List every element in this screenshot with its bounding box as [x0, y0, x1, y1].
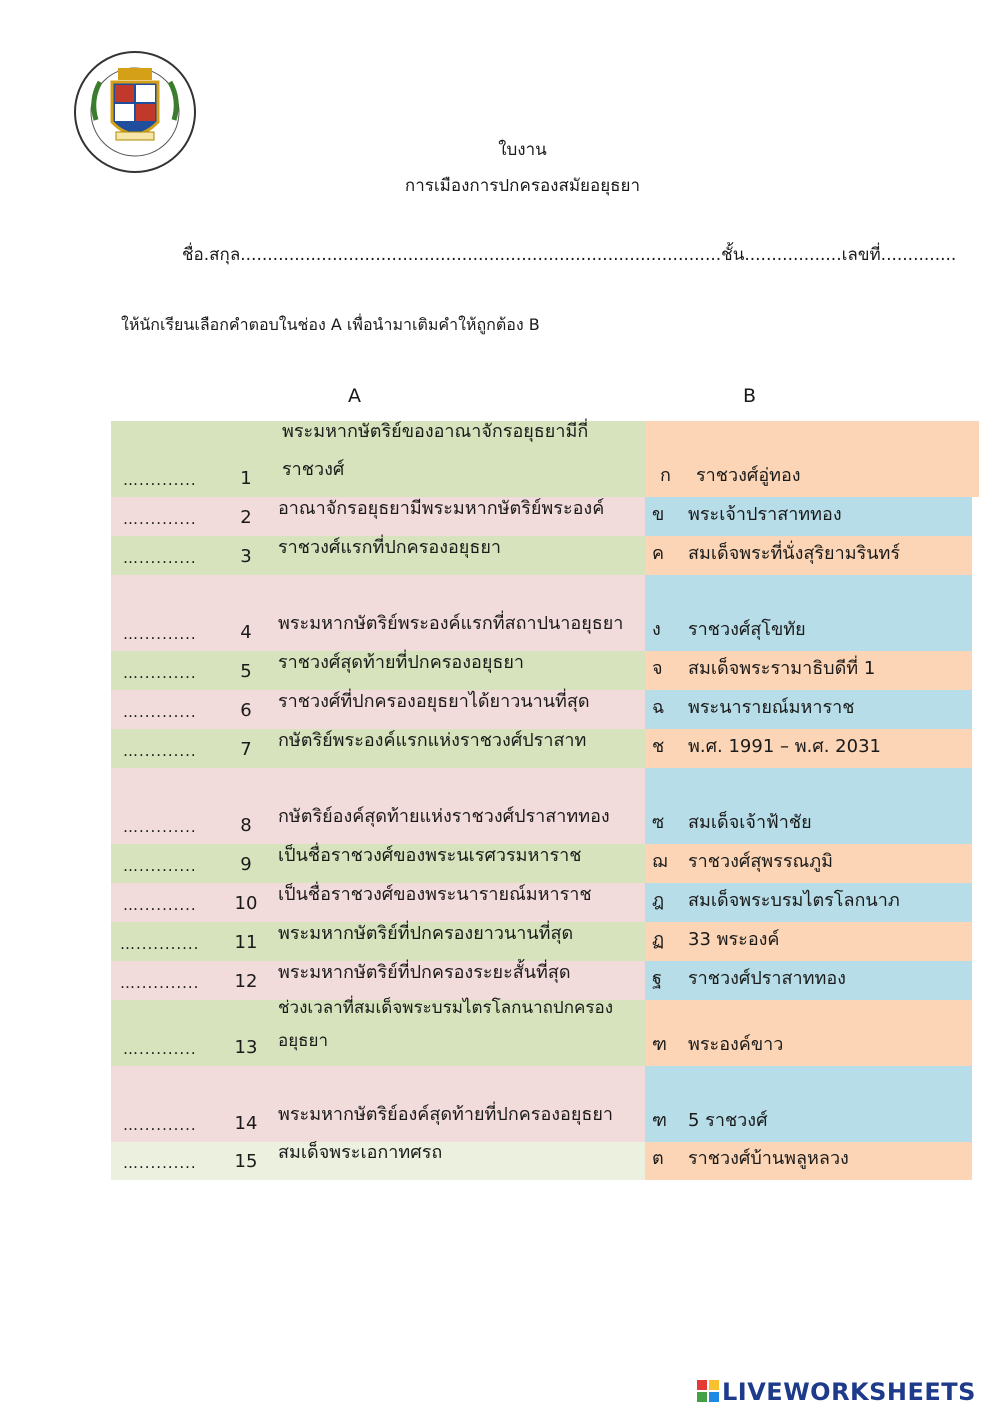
- answer-text: ราชวงศ์สุพรรณภูมิ: [688, 851, 833, 872]
- question-number: 3: [240, 546, 252, 567]
- question-text: พระมหากษัตริย์ของอาณาจักรอยุธยามีกี่ราชวงศ์: [282, 421, 589, 480]
- question-row: [111, 1066, 645, 1142]
- answer-row: [645, 497, 972, 536]
- answer-letter: ค: [652, 543, 665, 564]
- answer-row: [645, 768, 972, 844]
- question-text: ราชวงศ์แรกที่ปกครองอยุธยา: [278, 537, 501, 558]
- answer-blank[interactable]: …..........: [123, 510, 197, 528]
- liveworksheets-brand[interactable]: LIVEWORKSHEETS: [722, 1378, 976, 1406]
- answer-row: [645, 961, 972, 1000]
- answer-text: ราชวงศ์บ้านพลูหลวง: [688, 1148, 849, 1169]
- column-b-header: B: [743, 385, 757, 407]
- answer-row: [645, 651, 972, 690]
- question-text: ราชวงศ์ที่ปกครองอยุธยาได้ยาวนานที่สุด: [278, 691, 590, 712]
- question-number: 15: [234, 1151, 258, 1172]
- question-text: อาณาจักรอยุธยามีพระมหากษัตริย์พระองค์: [278, 498, 605, 519]
- answer-blank[interactable]: …..........: [123, 1154, 197, 1172]
- question-row: [111, 768, 645, 844]
- answer-letter: ฎ: [652, 890, 665, 911]
- answer-text: พระนารายณ์มหาราช: [688, 697, 855, 718]
- question-row: [111, 575, 645, 651]
- answer-letter: ช: [652, 736, 665, 757]
- answer-letter: ซ: [652, 812, 665, 833]
- question-text: สมเด็จพระเอกาทศรถ: [278, 1142, 443, 1163]
- question-text: ราชวงศ์สุดท้ายที่ปกครองอยุธยา: [278, 652, 525, 673]
- question-text: เป็นชื่อราชวงศ์ของพระนารายณ์มหาราช: [278, 884, 592, 905]
- question-row: [111, 421, 645, 497]
- answer-letter: ข: [652, 504, 665, 525]
- answer-text: สมเด็จพระที่นั่งสุริยามรินทร์: [688, 543, 901, 564]
- question-number: 8: [240, 815, 252, 836]
- question-number: 9: [240, 854, 252, 875]
- answer-blank[interactable]: …..........: [123, 1116, 197, 1134]
- question-number: 7: [240, 739, 252, 760]
- question-number: 13: [234, 1037, 258, 1058]
- answer-letter: ก: [660, 465, 671, 486]
- answer-row: [645, 690, 972, 729]
- answer-text: ราชวงศ์อู่ทอง: [696, 465, 801, 486]
- question-number: 4: [240, 622, 252, 643]
- answer-text: พ.ศ. 1991 – พ.ศ. 2031: [688, 736, 881, 757]
- question-number: 10: [234, 893, 258, 914]
- answer-letter: ฌ: [652, 851, 668, 872]
- question-number: 1: [240, 468, 252, 489]
- worksheet-title: ใบงาน: [498, 140, 547, 160]
- answer-blank[interactable]: …..........: [123, 471, 197, 489]
- question-text: พระมหากษัตริย์ที่ปกครองยาวนานที่สุด: [278, 923, 574, 944]
- question-row: [111, 536, 645, 575]
- answer-row: [645, 729, 972, 768]
- question-number: 5: [240, 661, 252, 682]
- answer-blank[interactable]: …...........: [120, 935, 200, 953]
- answer-row: [645, 536, 972, 575]
- answer-letter: ง: [652, 619, 661, 640]
- answer-text: 5 ราชวงศ์: [688, 1110, 768, 1131]
- answer-letter: ฏ: [652, 929, 665, 950]
- answer-text: พระเจ้าปราสาททอง: [688, 504, 842, 525]
- answer-blank[interactable]: …..........: [123, 1040, 197, 1058]
- answer-letter: ฑ: [652, 1110, 667, 1131]
- question-text: กษัตริย์พระองค์แรกแห่งราชวงศ์ปราสาท: [278, 730, 587, 751]
- column-a-header: A: [348, 385, 361, 407]
- question-text: พระมหากษัตริย์ที่ปกครองระยะสั้นที่สุด: [278, 962, 571, 983]
- answer-letter: ฐ: [652, 968, 662, 989]
- question-number: 2: [240, 507, 252, 528]
- answer-blank[interactable]: …..........: [123, 703, 197, 721]
- question-number: 14: [234, 1113, 258, 1134]
- answer-text: ราชวงศ์ปราสาททอง: [688, 968, 846, 989]
- answer-text: 33 พระองค์: [688, 929, 780, 950]
- question-text: กษัตริย์องค์สุดท้ายแห่งราชวงศ์ปราสาททอง: [278, 806, 610, 827]
- answer-row: [645, 1142, 972, 1180]
- answer-blank[interactable]: …..........: [123, 549, 197, 567]
- question-number: 12: [234, 971, 258, 992]
- question-number: 6: [240, 700, 252, 721]
- question-row: [111, 729, 645, 768]
- question-row: [111, 1000, 645, 1066]
- answer-blank[interactable]: …..........: [123, 896, 197, 914]
- question-text: เป็นชื่อราชวงศ์ของพระนเรศวรมหาราช: [278, 845, 582, 866]
- question-text: พระมหากษัตริย์พระองค์แรกที่สถาปนาอยุธยา: [278, 613, 624, 634]
- answer-text: สมเด็จเจ้าฟ้าชัย: [688, 812, 812, 833]
- answer-row: [645, 1000, 972, 1066]
- answer-blank[interactable]: …..........: [123, 625, 197, 643]
- answer-blank[interactable]: …...........: [120, 974, 200, 992]
- answer-letter: จ: [652, 658, 663, 679]
- answer-row: [645, 883, 972, 922]
- answer-blank[interactable]: …..........: [123, 857, 197, 875]
- answer-letter: ฑ: [652, 1034, 667, 1055]
- answer-blank[interactable]: …..........: [123, 742, 197, 760]
- question-text: ช่วงเวลาที่สมเด็จพระบรมไตรโลกนาถปกครองอยุธยา: [278, 998, 614, 1051]
- name-class-number-line: ชื่อ.สกุล.........................................................................................ชั้น..................เลขที่..............: [182, 245, 957, 265]
- worksheet-subtitle: การเมืองการปกครองสมัยอยุธยา: [404, 176, 641, 196]
- answer-letter: ต: [652, 1148, 664, 1169]
- answer-row: [645, 575, 972, 651]
- answer-row: [645, 844, 972, 883]
- answer-row: [645, 1066, 972, 1142]
- answer-text: ราชวงศ์สุโขทัย: [688, 619, 806, 640]
- answer-row: [645, 421, 979, 497]
- question-text: พระมหากษัตริย์องค์สุดท้ายที่ปกครองอยุธยา: [278, 1104, 614, 1125]
- answer-row: [645, 922, 972, 961]
- instruction-text: ให้นักเรียนเลือกคำตอบในช่อง A เพื่อนำมาเติมคำให้ถูกต้อง B: [121, 315, 540, 334]
- answer-text: สมเด็จพระรามาธิบดีที่ 1: [688, 658, 876, 679]
- answer-text: สมเด็จพระบรมไตรโลกนาภ: [688, 890, 900, 911]
- question-number: 11: [234, 932, 258, 953]
- answer-blank[interactable]: …..........: [123, 664, 197, 682]
- answer-letter: ฉ: [652, 697, 665, 718]
- answer-blank[interactable]: …..........: [123, 818, 197, 836]
- liveworksheets-logo-icon: [697, 1380, 719, 1402]
- question-row: [111, 1142, 645, 1180]
- answer-text: พระองค์ขาว: [688, 1034, 784, 1055]
